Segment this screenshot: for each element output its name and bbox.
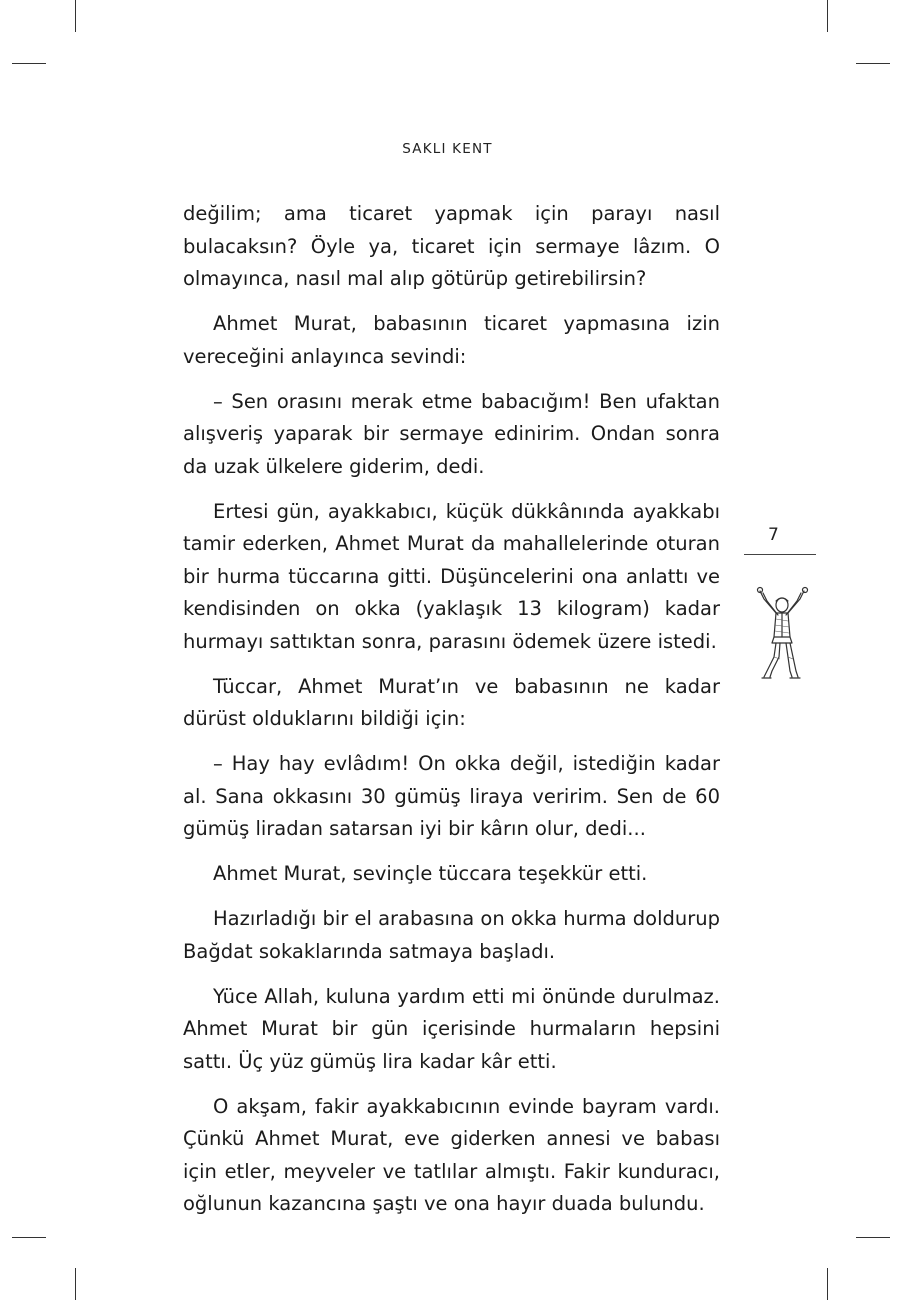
running-head: SAKLI KENT	[402, 141, 493, 157]
paragraph: Ertesi gün, ayakkabıcı, küçük dükkânında ayakkabı tamir ederken, Ahmet Murat da mahallelerinde oturan bir hurma tüccarına gitti. Düşüncelerini ona anlattı ve kendisinden on okka (yaklaşık 13 kilogram) kadar hurmayı sattıktan sonra, parasını ödemek üzere istedi.	[183, 499, 720, 653]
page-number-rule	[744, 554, 816, 555]
page-number: 7	[768, 525, 779, 545]
paragraph: O akşam, fakir ayakkabıcının evinde bayram vardı. Çünkü Ahmet Murat, eve giderken annesi ve babası için etler, meyveler ve tatlılar almıştı. Fakir kunduracı, oğlunun kazancına şaştı ve ona hayır duada bulundu.	[183, 1094, 720, 1215]
crop-mark-top-left	[75, 0, 76, 32]
crop-mark-right-top	[856, 63, 890, 64]
paragraph: Tüccar, Ahmet Murat’ın ve babasının ne kadar dürüst olduklarını bildiği için:	[183, 674, 720, 730]
crop-mark-left-bottom	[12, 1237, 46, 1238]
crop-mark-bottom-left	[75, 1268, 76, 1300]
paragraph: – Hay hay evlâdım! On okka değil, istediğin kadar al. Sana okkasını 30 gümüş liraya veririm. Sen de 60 gümüş liradan satarsan iyi bir kârın olur, dedi...	[183, 752, 720, 840]
paragraph: değilim; ama ticaret yapmak için parayı nasıl bulacaksın? Öyle ya, ticaret için sermaye lâzım. O olmayınca, nasıl mal alıp götürüp getirebilirsin?	[183, 202, 720, 290]
cheering-boy-illustration	[750, 585, 814, 685]
paragraph: Ahmet Murat, babasının ticaret yapmasına izin vereceğini anlayınca sevindi:	[183, 312, 720, 368]
paragraph: Hazırladığı bir el arabasına on okka hurma doldurup Bağdat sokaklarında satmaya başladı.	[183, 907, 720, 963]
crop-mark-top-right	[827, 0, 828, 32]
crop-mark-right-bottom	[856, 1237, 890, 1238]
paragraph: Yüce Allah, kuluna yardım etti mi önünde durulmaz. Ahmet Murat bir gün içerisinde hurmaların hepsini sattı. Üç yüz gümüş lira kadar kâr etti.	[183, 984, 720, 1073]
paragraph: – Sen orasını merak etme babacığım! Ben ufaktan alışveriş yaparak bir sermaye edinirim. Ondan sonra da uzak ülkelere giderim, dedi.	[183, 389, 720, 478]
crop-mark-bottom-right	[827, 1268, 828, 1300]
paragraph: Ahmet Murat, sevinçle tüccara teşekkür etti.	[213, 862, 648, 885]
body-text	[183, 198, 720, 1233]
crop-mark-left-top	[12, 63, 46, 64]
